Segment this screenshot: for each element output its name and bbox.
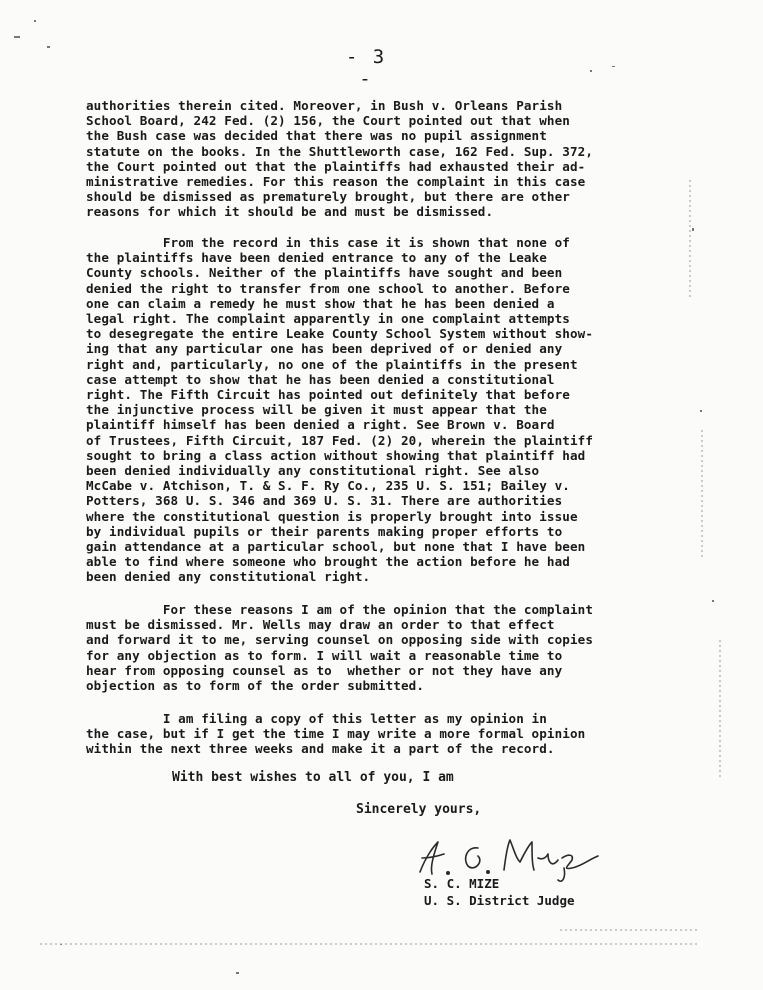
- paragraph-3: For these reasons I am of the opinion that the complaint must be dismissed. Mr. Wells may draw an order to that effect and forward it to me, serving counsel on opposing side with copies for any objection as to form. I will wait a reasonable time to hear from opposing counsel as to whether or not they have any objection as to form of the order submitted.: [86, 602, 594, 694]
- closing-line: With best wishes to all of you, I am: [172, 770, 454, 785]
- page-number: - 3 -: [345, 46, 387, 90]
- sign-off: Sincerely yours,: [356, 802, 482, 817]
- paragraph-1: authorities therein cited. Moreover, in Bush v. Orleans Parish School Board, 242 Fed. (2) 156, the Court pointed out that when the Bush case was decided that there was no pupil assignment statute on the books. In the Shuttleworth case, 162 Fed. Sup. 372, the Court pointed out that the plaintiffs had exhausted their ad- ministrative remedies. For this reason the complaint in this case should be dismissed as prematurely brought, but there are other reasons for which it should be and must be dismissed.: [86, 98, 594, 220]
- signer-name: S. C. MIZE: [424, 876, 500, 891]
- paragraph-2: From the record in this case it is shown that none of the plaintiffs have been denied entrance to any of the Leake County schools. Neither of the plaintiffs have sought and been denied the right to transfer from one school to another. Before one can claim a remedy he must show that he has been denied a legal right. The complaint apparently in one complaint attempts to desegregate the entire Leake County School System without show- ing that any particular one has been deprived of or denied any right and, particularly, no one of the plaintiffs in the present case attempt to show that he has been denied a constitutional right. The Fifth Circuit has pointed out definitely that before the injunctive process will be given it must appear that the plaintiff himself has been denied a right. See Brown v. Board of Trustees, Fifth Circuit, 187 Fed. (2) 20, wherein the plaintiff sought to bring a class action without showing that plaintiff had been denied individually any constitutional right. See also McCabe v. Atchison, T. & S. F. Ry Co., 235 U. S. 151; Bailey v. Potters, 368 U. S. 346 and 369 U. S. 31. There are authorities where the constitutional question is properly brought into issue by individual pupils or their parents making proper efforts to gain attendance at a particular school, but none that I have been able to find where someone who brought the action before he had been denied any constitutional right.: [86, 235, 594, 585]
- paragraph-4: I am filing a copy of this letter as my opinion in the case, but if I get the time I may write a more formal opinion within the next three weeks and make it a part of the record.: [86, 711, 586, 757]
- signer-title: U. S. District Judge: [424, 893, 575, 908]
